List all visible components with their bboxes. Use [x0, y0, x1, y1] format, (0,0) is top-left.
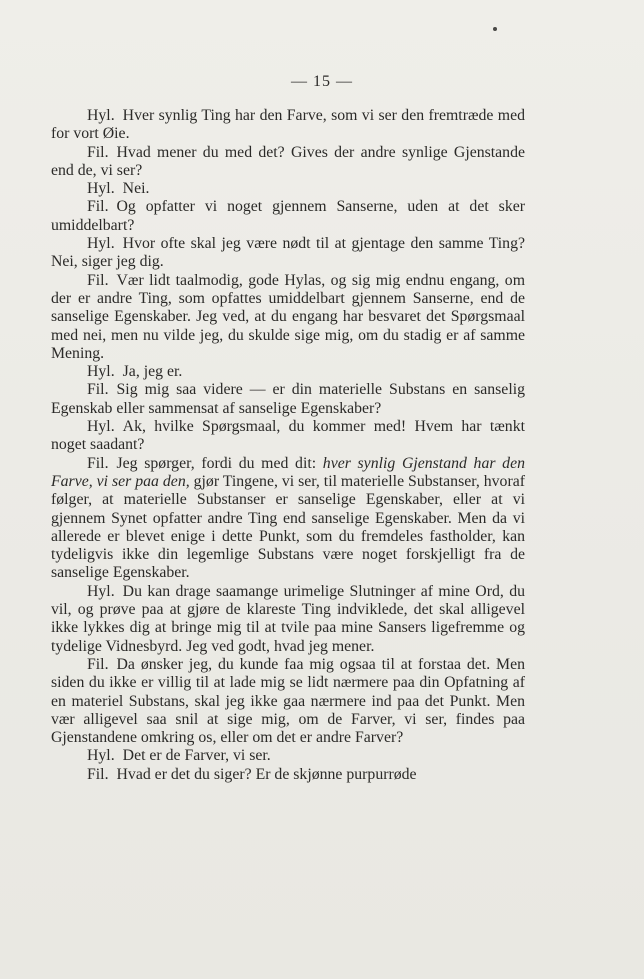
- speaker-label: Hyl.: [87, 180, 115, 198]
- speaker-label: Hyl.: [87, 418, 115, 436]
- dialogue-paragraph: [51, 272, 525, 363]
- page-number: — 15 —: [291, 73, 353, 90]
- speaker-label: Hyl.: [87, 747, 115, 765]
- dialogue-paragraph: [51, 235, 525, 272]
- paragraph-text: Hver synlig Ting har den Farve, som vi ser den fremtræde med for vort Øie.: [51, 107, 525, 143]
- paragraph-text: Hvad mener du med det? Gives der andre synlige Gjenstande end de, vi ser?: [51, 143, 525, 179]
- paragraph-text: Du kan drage saamange urimelige Slutninger af mine Ord, du vil, og prøve paa at gjøre de klareste Ting indviklede, det skal alligevel ikke lykkes dig at bringe mig til at tvile paa mine Sansers ligefremme og tydelige Vidnesbyrd. Jeg ved godt, hvad jeg mener.: [51, 582, 525, 655]
- paragraph-text: Vær lidt taalmodig, gode Hylas, og sig mig endnu engang, om der er andre Ting, som opfattes umiddelbart gjennem Sanserne, end de sanselige Egenskaber. Jeg ved, at du engang har besvaret det Spørgsmaal med nei, men nu vilde jeg, du skulde sige mig, om du stadig er af samme Mening.: [51, 271, 525, 362]
- paragraph-text: Jeg spørger, fordi du med dit:: [116, 454, 323, 472]
- speaker-label: Hyl.: [87, 582, 115, 600]
- dialogue-paragraph: [51, 418, 525, 455]
- paragraph-text: gjør Tingene, vi ser, til materielle Substanser, hvoraf følger, at materielle Substanser er sanselige Egenskaber, eller at vi gjennem Synet opfatter andre Ting end sanselige Egenskaber. Men da vi allerede er blevet enige i dette Punkt, som du fremdeles fastholder, kan tydeligvis ikke din legemlige Substans være noget forskjelligt fra de sanselige Egenskaber.: [51, 472, 525, 582]
- paragraph-text: Det er de Farver, vi ser.: [122, 747, 271, 765]
- paragraph-text: Ak, hvilke Spørgsmaal, du kommer med! Hvem har tænkt noget saadant?: [51, 418, 525, 454]
- paragraph-text: Og opfatter vi noget gjennem Sanserne, uden at det sker umiddelbart?: [51, 198, 525, 234]
- speaker-label: Fil.: [87, 271, 109, 289]
- speaker-label: Hyl.: [87, 107, 115, 124]
- dialogue-paragraph: [51, 583, 525, 656]
- speaker-label: Hyl.: [87, 363, 115, 381]
- speaker-label: Fil.: [87, 765, 109, 783]
- dialogue-paragraph: [51, 455, 525, 583]
- speaker-label: Fil.: [87, 655, 109, 673]
- dialogue-paragraph: [51, 363, 525, 381]
- dialogue-paragraph: [51, 747, 525, 765]
- dialogue-paragraph: [51, 381, 525, 418]
- paragraph-text: Nei.: [122, 180, 150, 198]
- dialogue-paragraph: [51, 107, 525, 144]
- paragraph-text: Hvor ofte skal jeg være nødt til at gjentage den samme Ting? Nei, siger jeg dig.: [51, 235, 525, 271]
- paragraph-text: Hvad er det du siger? Er de skjønne purpurrøde: [116, 765, 417, 783]
- ink-speck: [493, 27, 497, 31]
- dialogue-text: [51, 107, 525, 784]
- speaker-label: Fil.: [87, 381, 109, 399]
- dialogue-paragraph: [51, 144, 525, 181]
- dialogue-paragraph: [51, 180, 525, 198]
- dialogue-paragraph: [51, 198, 525, 235]
- paragraph-text: Sig mig saa videre — er din materielle Substans en sanselig Egenskab eller sammensat af sanselige Egenskaber?: [51, 381, 525, 417]
- speaker-label: Fil.: [87, 143, 109, 161]
- speaker-label: Hyl.: [87, 235, 115, 253]
- speaker-label: Fil.: [87, 198, 109, 216]
- dialogue-paragraph: [51, 656, 525, 747]
- speaker-label: Fil.: [87, 454, 109, 472]
- paragraph-text: Da ønsker jeg, du kunde faa mig ogsaa til at forstaa det. Men siden du ikke er villig til at lade mig se lidt nærmere paa din Opfatning af en materiel Substans, skal jeg ikke gaa nærmere ind paa det Punkt. Men vær alligevel saa snil at sige mig, om de Farver, vi ser, findes paa Gjenstandene omkring os, eller om det er andre Farver?: [51, 655, 525, 747]
- dialogue-paragraph: [51, 766, 525, 784]
- emphasized-text: hver synlig Gjenstand har den Farve, vi ser paa den,: [51, 454, 525, 490]
- paragraph-text: Ja, jeg er.: [122, 363, 183, 381]
